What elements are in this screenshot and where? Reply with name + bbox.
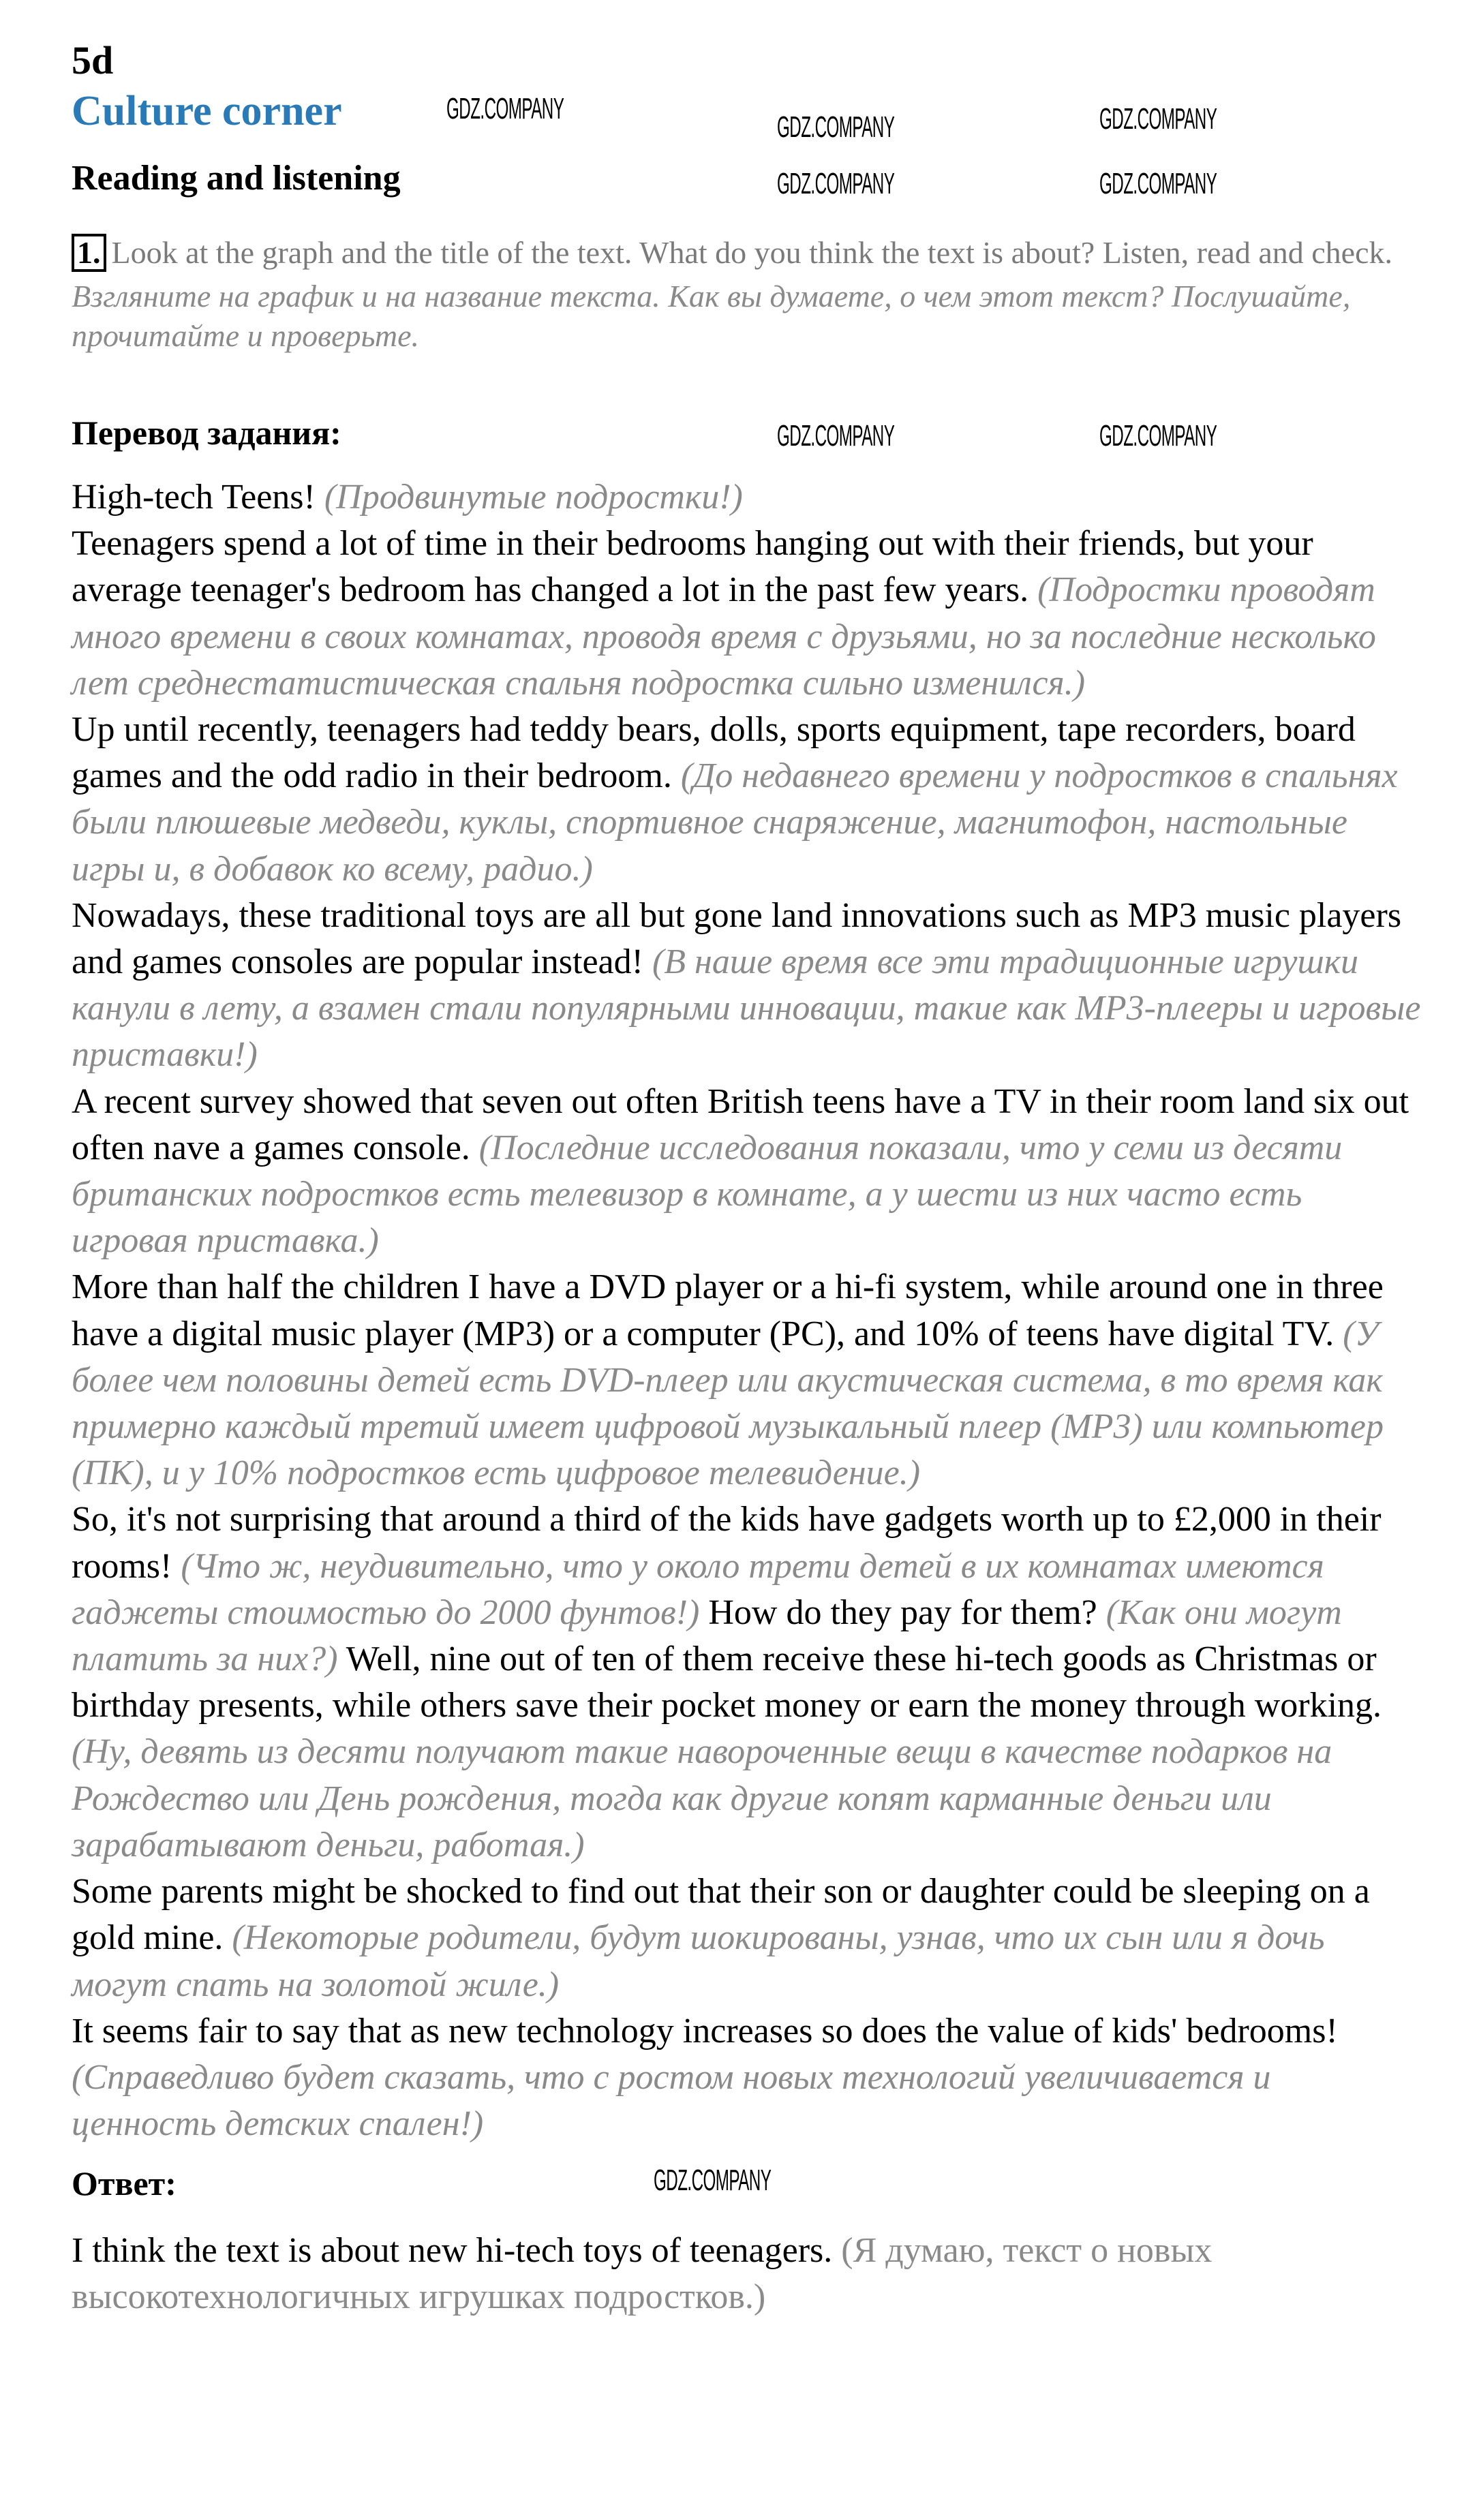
watermark: GDZ.COMPANY	[777, 167, 895, 200]
unit-label: 5d	[72, 38, 114, 82]
answer-translation: (Я думаю, текст о новых высокотехнологичных игрушках подростков.)	[72, 2231, 1213, 2317]
english-text: High-tech Teens!	[72, 478, 324, 517]
watermark: GDZ.COMPANY	[1099, 167, 1217, 200]
watermark: GDZ.COMPANY	[653, 2164, 772, 2198]
russian-translation: (В наше время все эти традиционные игрушки канули в лету, а взамен стали популярными инновации, такие как MP3-плееры и игровые приставки!)	[72, 942, 1421, 1075]
task-1	[72, 232, 1407, 356]
watermark: GDZ.COMPANY	[1099, 102, 1217, 136]
english-text: A recent survey showed that seven out often British teens have a TV in their room land six out often nave a games console.	[72, 1081, 1409, 1167]
paragraph	[72, 1079, 1421, 1265]
russian-translation: (Справедливо будет сказать, что с ростом новых технологий увеличивается и ценность детских спален!)	[72, 2057, 1271, 2144]
paragraph	[72, 893, 1421, 1079]
english-text: Nowadays, these traditional toys are all but gone land innovations such as MP3 music players and games consoles are popular instead!	[72, 895, 1402, 982]
subsection-heading: Reading and listening	[72, 159, 401, 198]
russian-translation: (Подростки проводят много времени в своих комнатах, проводя время с друзьями, но за последние несколько лет среднестатистическая спальня подростка сильно изменился.)	[72, 570, 1376, 703]
watermark: GDZ.COMPANY	[777, 110, 895, 144]
paragraph	[72, 521, 1421, 707]
paragraph	[72, 1869, 1421, 2008]
english-text: More than half the children I have a DVD player or a hi-fi system, while around one in three have a digital music player (MP3) or a computer (PC), and 10% of teens have digital TV.	[72, 1267, 1384, 1353]
english-text: Some parents might be shocked to find out that their son or daughter could be sleeping on a gold mine.	[72, 1872, 1370, 1958]
english-text: Teenagers spend a lot of time in their bedrooms hanging out with their friends, but your average teenager's bedroom has changed a lot in the past few years.	[72, 524, 1313, 610]
russian-translation: (Как они могут платить за них?)	[72, 1593, 1342, 1679]
russian-translation: (У более чем половины детей есть DVD-плеер или акустическая система, в то время как примерно каждый третий имеет цифровой музыкальный плеер (MP3) или компьютер (ПК), и у 10% подростков есть цифровое телевидение.)	[72, 1314, 1384, 1493]
russian-translation: (Последние исследования показали, что у семи из десяти британских подростков есть телевизор в комнате, а у шести из них часто есть игровая приставка.)	[72, 1128, 1343, 1261]
watermark: GDZ.COMPANY	[777, 419, 895, 452]
paragraph	[72, 1264, 1421, 1496]
task-number: 1.	[72, 234, 106, 272]
russian-translation: (Ну, девять из десяти получают такие навороченные вещи в качестве подарков на Рождество или День рождения, тогда как другие копят карманные деньги или зарабатывают деньги, работая.)	[72, 1732, 1332, 1864]
english-text: How do they pay for them?	[699, 1593, 1106, 1632]
section-title: Culture corner	[72, 88, 342, 134]
paragraph	[72, 707, 1421, 893]
paragraph	[72, 2008, 1421, 2148]
russian-translation: (Что ж, неудивительно, что у около трети детей в их комнатах имеются гаджеты стоимостью до 2000 фунтов!)	[72, 1546, 1324, 1632]
task-translation: Взгляните на график и на название текста. Как вы думаете, о чем этот текст? Послушайте, прочитайте и проверьте.	[72, 279, 1351, 353]
russian-translation: (Продвинутые подростки!)	[324, 478, 743, 517]
answer-heading: Ответ:	[72, 2164, 177, 2203]
paragraph	[72, 474, 1421, 521]
english-text: It seems fair to say that as new technology increases so does the value of kids' bedrooms!	[72, 2011, 1338, 2050]
watermark: GDZ.COMPANY	[1099, 419, 1217, 452]
task-text: Look at the graph and the title of the text. What do you think the text is about? Listen, read and check.	[111, 235, 1392, 270]
russian-translation: (Некоторые родители, будут шокированы, узнав, что их сын или я дочь могут спать на золотой жиле.)	[72, 1918, 1325, 2004]
answer	[72, 2228, 1421, 2320]
russian-translation: (До недавнего времени у подростков в спальнях были плюшевые медведи, куклы, спортивное снаряжение, магнитофон, настольные игры и, в добавок ко всему, радио.)	[72, 756, 1398, 889]
english-text: So, it's not surprising that around a third of the kids have gadgets worth up to £2,000 in their rooms!	[72, 1500, 1382, 1586]
content-flow	[72, 474, 1421, 2320]
reading-text	[72, 474, 1421, 2147]
answer-text: I think the text is about new hi-tech toys of teenagers.	[72, 2231, 842, 2271]
paragraph	[72, 1496, 1421, 1869]
english-text: Well, nine out of ten of them receive these hi-tech goods as Christmas or birthday presents, while others save their pocket money or earn the money through working.	[72, 1640, 1382, 1725]
translation-heading: Перевод задания:	[72, 414, 341, 452]
answer-heading-row	[72, 2164, 1421, 2210]
watermark: GDZ.COMPANY	[446, 92, 564, 125]
english-text: Up until recently, teenagers had teddy bears, dolls, sports equipment, tape recorders, board games and the odd radio in their bedroom.	[72, 710, 1356, 796]
